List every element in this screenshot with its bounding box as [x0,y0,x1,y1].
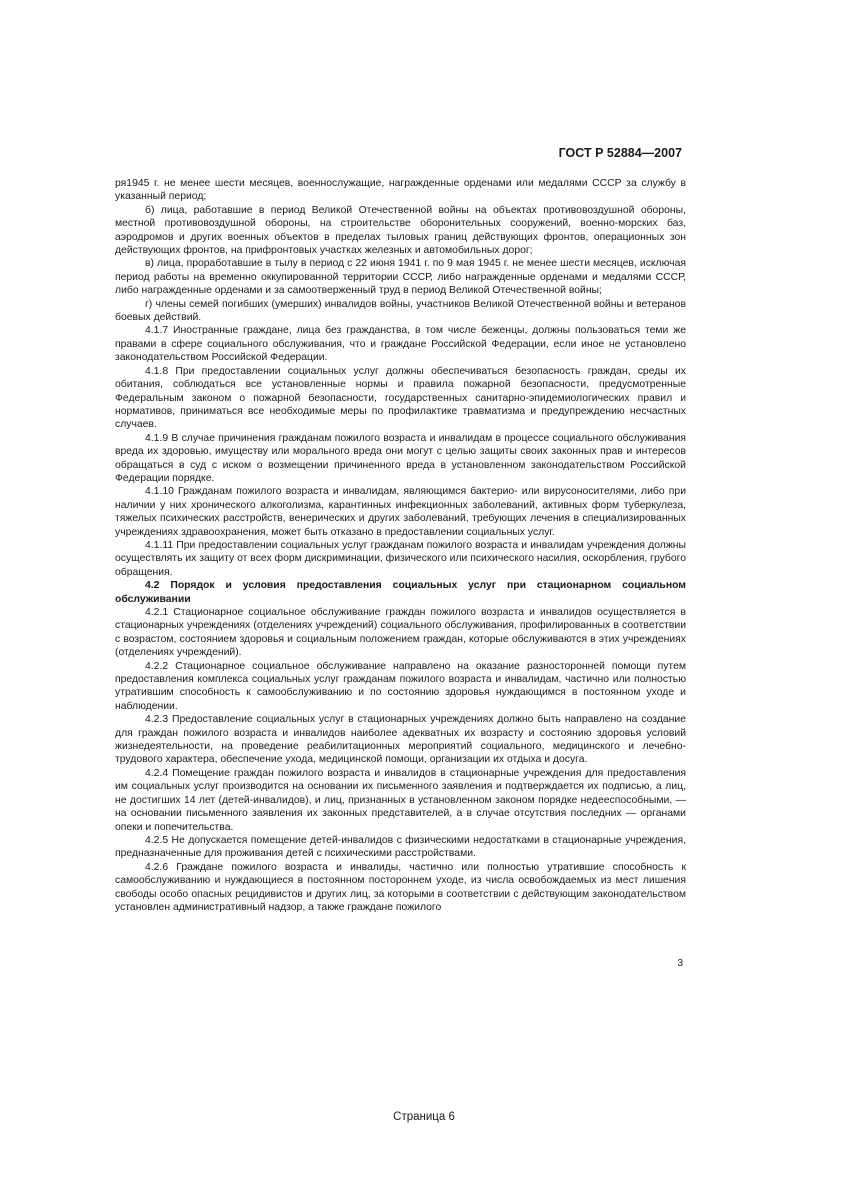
paragraph: 4.1.8 При предоставлении социальных услуг должны обеспечиваться безопасность граждан, среды их обитания, соблюдаться все установленные нормы и правила пожарной безопасности, предусмотренные Федеральным законом о пожарной безопасности, государственных санитарно-эпидемиологических правил и нормативов, приниматься все необходимые меры по профилактике травматизма и предупреждению несчастных случаев. [115,365,686,431]
paragraph: 4.1.11 При предоставлении социальных услуг гражданам пожилого возраста и инвалидам учреждения должны осуществлять их защиту от всех форм дискриминации, физического или психического насилия, оскорбления, грубого обращения. [115,539,686,578]
paragraph: 4.2.4 Помещение граждан пожилого возраста и инвалидов в стационарные учреждения для предоставления им социальных услуг производится на основании их письменного заявления и подтверждается их подписью, а лиц, не достигших 14 лет (детей-инвалидов), и лиц, признанных в установленном законом порядке недееспособными, — на основании письменного заявления их законных представителей, а в случае отсутствия последних — органами опеки и попечительства. [115,767,686,833]
document-id-header: ГОСТ Р 52884—2007 [558,146,682,160]
paragraph: 4.1.9 В случае причинения гражданам пожилого возраста и инвалидам в процессе социального обслуживания вреда их здоровью, имуществу или морального вреда они могут с целью защиты своих законных прав и интересов обращаться в суд с иском о возмещении причиненного вреда в установленном законодательством Российской Федерации порядке. [115,432,686,484]
paragraph: 4.2.5 Не допускается помещение детей-инвалидов с физическими недостатками в стационарные учреждения, предназначенные для проживания детей с психическими расстройствами. [115,834,686,860]
paragraph: 4.2.6 Граждане пожилого возраста и инвалиды, частично или полностью утратившие способность к самообслуживанию и нуждающиеся в постоянном постороннем уходе, из числа освобождаемых из мест лишения свободы особо опасных рецидивистов и других лиц, за которыми в соответствии с действующим законодательством установлен административный надзор, а также граждане пожилого [115,861,686,913]
paragraph: г) члены семей погибших (умерших) инвалидов войны, участников Великой Отечественной войны и ветеранов боевых действий. [115,298,686,324]
paragraph: 4.1.7 Иностранные граждане, лица без гражданства, в том числе беженцы, должны пользоваться теми же правами в сфере социального обслуживания, что и граждане Российской Федерации, если иное не установлено законодательством Российской Федерации. [115,325,686,364]
document-body [115,177,686,914]
paragraph: 4.2.1 Стационарное социальное обслуживание граждан пожилого возраста и инвалидов осуществляется в стационарных учреждениях (отделениях учреждений) социального обслуживания, профилированных в соответствии с возрастом, состоянием здоровья и социальным положением граждан, которые обслуживаются в этих учреждениях (отделениях учреждений). [115,607,686,659]
paragraph: 4.2.2 Стационарное социальное обслуживание направлено на оказание разносторонней помощи путем предоставления комплекса социальных услуг гражданам пожилого возраста и инвалидам, частично или полностью утратившим способность к самообслуживанию и по состоянию здоровья нуждающимся в постоянном уходе и наблюдении. [115,660,686,712]
paragraph: в) лица, проработавшие в тылу в период с 22 июня 1941 г. по 9 мая 1945 г. не менее шести месяцев, исключая период работы на временно оккупированной территории СССР, либо награжденные орденами и медалями СССР, либо награжденные орденами и за самоотверженный труд в период Великой Отечественной войны; [115,258,686,297]
paragraph: 4.2.3 Предоставление социальных услуг в стационарных учреждениях должно быть направлено на создание для граждан пожилого возраста и инвалидов наиболее адекватных их возрасту и состоянию здоровья условий жизнедеятельности, на проведение реабилитационных мероприятий социального, медицинского и лечебно-трудового характера, обеспечение ухода, медицинской помощи, организации их отдыха и досуга. [115,714,686,766]
paragraph: б) лица, работавшие в период Великой Отечественной войны на объектах противовоздушной обороны, местной противовоздушной обороны, на строительстве оборонительных сооружений, военно-морских баз, аэродромов и других военных объектов в пределах тыловых границ действующих фронтов, операционных зон действующих фронтов, на прифронтовых участках железных и автомобильных дорог; [115,204,686,257]
section-heading: 4.2 Порядок и условия предоставления социальных услуг при стационарном социальном обслуживании [115,580,686,605]
paragraph: ря1945 г. не менее шести месяцев, военнослужащие, награжденные орденами или медалями СССР за службу в указанный период; [115,178,686,203]
page-footer-label: Страница 6 [393,1111,455,1123]
page-number: 3 [677,958,683,969]
paragraph: 4.1.10 Гражданам пожилого возраста и инвалидам, являющимся бактерио- или вирусоносителями, либо при наличии у них хронического алкоголизма, карантинных инфекционных заболеваний, активных форм туберкулеза, тяжелых психических расстройств, венерических и других заболеваний, требующих лечения в специализированных учреждениях здравоохранения, может быть отказано в предоставлении социальных услуг. [115,486,686,538]
